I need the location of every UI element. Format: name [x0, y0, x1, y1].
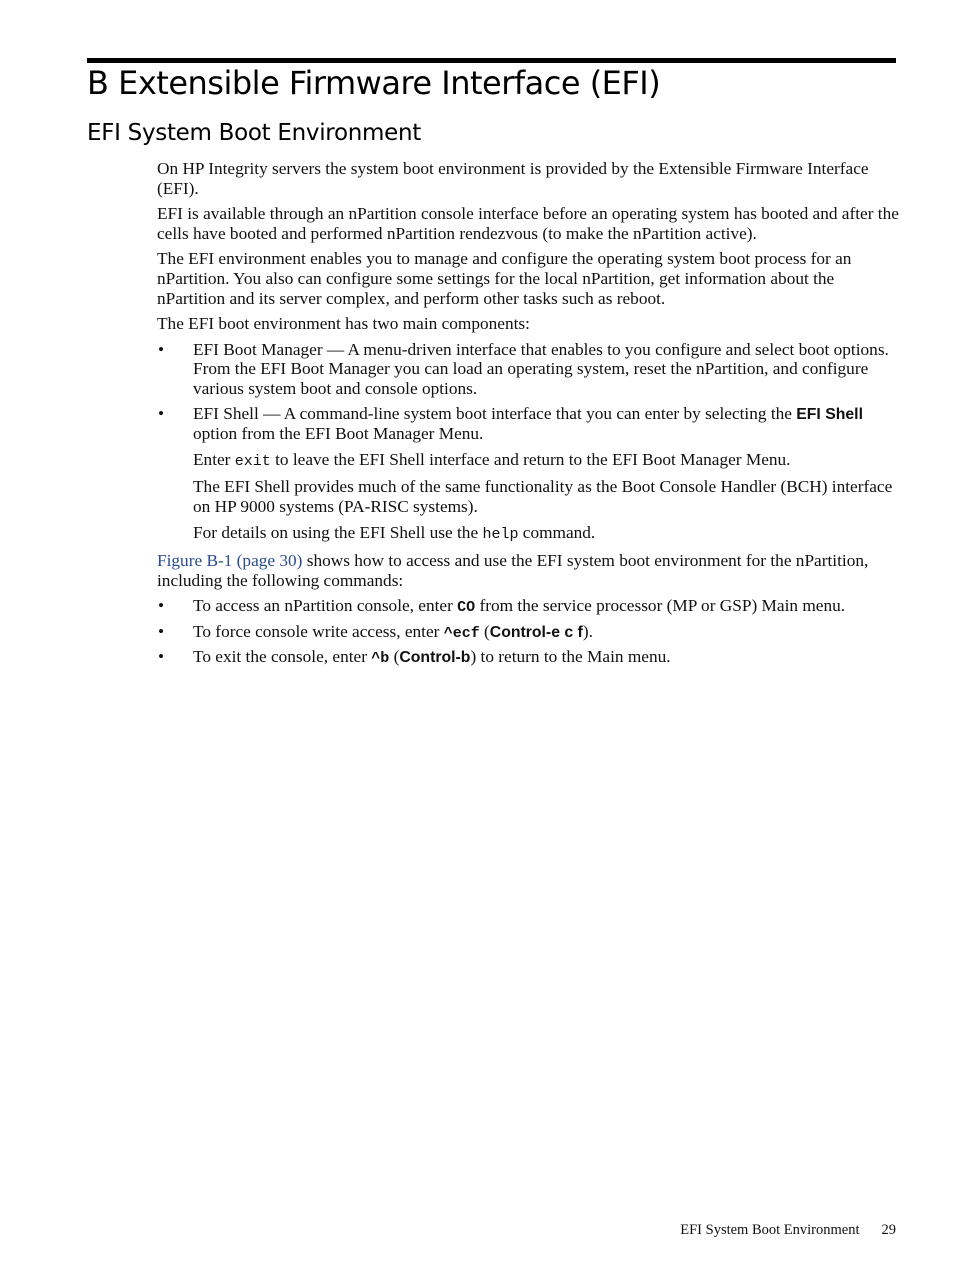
- list-item: [157, 340, 899, 399]
- chapter-title: B Extensible Firmware Interface (EFI): [87, 64, 661, 102]
- paragraph-capabilities: The EFI environment enables you to manage and configure the operating system boot process for an nPartition. You also can configure some settings for the local nPartition, get information about the nPartition and its server complex, and perform other tasks such as reboot.: [157, 249, 852, 308]
- paragraph-intro: On HP Integrity servers the system boot environment is provided by the Extensible Firmware Interface (EFI).: [157, 159, 869, 198]
- key-sequence: Control-e c f: [489, 623, 583, 641]
- section-title: EFI System Boot Environment: [87, 120, 421, 146]
- bullet: •: [158, 647, 165, 667]
- figure-link[interactable]: Figure B-1 (page 30): [157, 551, 303, 571]
- paragraph-availability: EFI is available through an nPartition console interface before an operating system has booted and after the cells have booted and performed nPartition rendezvous (to make the nPartition active).: [157, 204, 899, 243]
- command-co: CO: [457, 599, 476, 617]
- command-b: ^b: [371, 650, 390, 668]
- paragraph-components-intro: The EFI boot environment has two main components:: [157, 314, 530, 334]
- key-sequence: Control-b: [399, 649, 471, 667]
- ui-label-efi-shell: EFI Shell: [796, 405, 863, 423]
- command-ecf: ^ecf: [443, 624, 480, 642]
- shell-help-note: For details on using the EFI Shell use the help command.: [193, 522, 596, 543]
- shell-bch-note: The EFI Shell provides much of the same functionality as the Boot Console Handler (BCH) interface on HP 9000 systems (PA-RISC systems).: [193, 477, 893, 516]
- page-number: 29: [881, 1222, 896, 1238]
- list-item: • To access an nPartition console, enter CO from the service processor (MP or GSP) Main menu.: [158, 596, 846, 617]
- bullet: •: [158, 596, 165, 616]
- list-item: • To exit the console, enter ^b (Control-b) to return to the Main menu.: [158, 647, 671, 668]
- components-list: [157, 340, 899, 544]
- commands-list: [157, 596, 899, 669]
- list-item: [157, 404, 899, 545]
- shell-exit-note: Enter exit to leave the EFI Shell interface and return to the EFI Boot Manager Menu.: [193, 449, 791, 470]
- shell-description: EFI Shell — A command-line system boot interface that you can enter by selecting the EFI Shell option from the EFI Boot Manager Menu.: [193, 403, 863, 444]
- command-exit: exit: [234, 452, 271, 470]
- figure-reference-paragraph: Figure B-1 (page 30) shows how to access and use the EFI system boot environment for the nPartition, including the following commands:: [157, 551, 869, 590]
- bullet: •: [158, 403, 165, 423]
- body-text: [157, 159, 899, 676]
- chapter-rule: [87, 58, 896, 63]
- boot-manager-description: EFI Boot Manager — A menu-driven interface that enables to you configure and select boot options. From the EFI Boot Manager you can load an operating system, reset the nPartition, and configure various system boot and console options.: [193, 339, 889, 398]
- list-item: • To force console write access, enter ^ecf (Control-e c f).: [158, 621, 593, 642]
- footer-section-title: EFI System Boot Environment: [680, 1222, 860, 1238]
- command-help: help: [482, 525, 519, 543]
- bullet: •: [158, 621, 165, 641]
- page-footer: [680, 1222, 896, 1239]
- bullet: •: [158, 339, 165, 359]
